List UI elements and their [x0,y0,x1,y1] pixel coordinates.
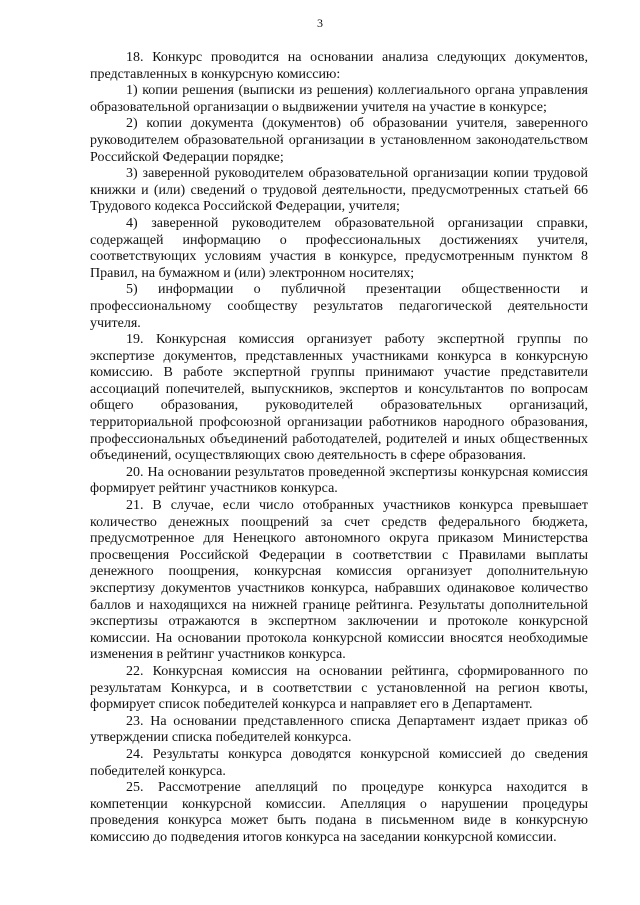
paragraph-20: 20. На основании результатов проведенной экспертизы конкурсная комиссия формирует рейтинг участников конкурса. [90,464,588,497]
paragraph-24: 24. Результаты конкурса доводятся конкурсной комиссией до сведения победителей конкурса. [90,746,588,779]
paragraph-18-item-2: 2) копии документа (документов) об образовании учителя, заверенного руководителем образовательной организации в установленном законодательством Российской Федерации порядке; [90,116,588,165]
paragraph-25: 25. Рассмотрение апелляций по процедуре конкурса находится в компетенции конкурсной комиссии. Апелляция о нарушении процедуры проведения конкурса может быть подана в письменном виде в конкурсную комиссию до подведения итогов конкурса на заседании конкурсной комиссии. [90,780,588,845]
paragraph-19: 19. Конкурсная комиссия организует работу экспертной группы по экспертизе документов, представленных участниками конкурса в конкурсную комиссию. В работе экспертной группы принимают участие представители ассоциаций попечителей, выпускников, экспертов и консультантов по вопросам общего образования, руководителей образовательных организаций, территориальной профсоюзной организации работников народного образования, профессиональных объединений работодателей, родителей и иных общественных объединений, осуществляющих свою деятельность в сфере образования. [90,332,588,464]
paragraph-18-item-5: 5) информации о публичной презентации общественности и профессиональному сообществу результатов педагогической деятельности учителя. [90,282,588,331]
paragraph-18-item-3: 3) заверенной руководителем образовательной организации копии трудовой книжки и (или) сведений о трудовой деятельности, предусмотренных статьей 66 Трудового кодекса Российской Федерации, учителя; [90,166,588,215]
paragraph-22: 22. Конкурсная комиссия на основании рейтинга, сформированного по результатам Конкурса, и в соответствии с установленной на регион квоты, формирует список победителей конкурса и направляет его в Департамент. [90,663,588,713]
paragraph-18-item-1: 1) копии решения (выписки из решения) коллегиального органа управления образовательной организации о выдвижении учителя на участие в конкурсе; [90,83,588,115]
document-body [90,50,588,847]
paragraph-21: 21. В случае, если число отобранных участников конкурса превышает количество денежных поощрений за счет средств федерального бюджета, предусмотренное для Ненецкого автономного округа приказом Министерства просвещения Российской Федерации в соответствии с Правилами выплаты денежного поощрения, конкурсная комиссия организует дополнительную экспертизу документов участников конкурса, набравших одинаковое количество баллов и находящихся на нижней границе рейтинга. Результаты дополнительной экспертизы отражаются в экспертном заключении и протоколе конкурсной комиссии. На основании протокола конкурсной комиссии вносятся необходимые изменения в рейтинг участников конкурса. [90,498,588,663]
paragraph-23: 23. На основании представленного списка Департамент издает приказ об утверждении списка победителей конкурса. [90,713,588,746]
paragraph-18: 18. Конкурс проводится на основании анализа следующих документов, представленных в конкурсную комиссию: [90,50,588,82]
page-number: 3 [317,16,323,30]
paragraph-18-item-4: 4) заверенной руководителем образовательной организации справки, содержащей информацию о профессиональных достижениях учителя, соответствующих условиям участия в конкурсе, предусмотренным пунктом 8 Правил, на бумажном и (или) электронном носителях; [90,215,588,281]
